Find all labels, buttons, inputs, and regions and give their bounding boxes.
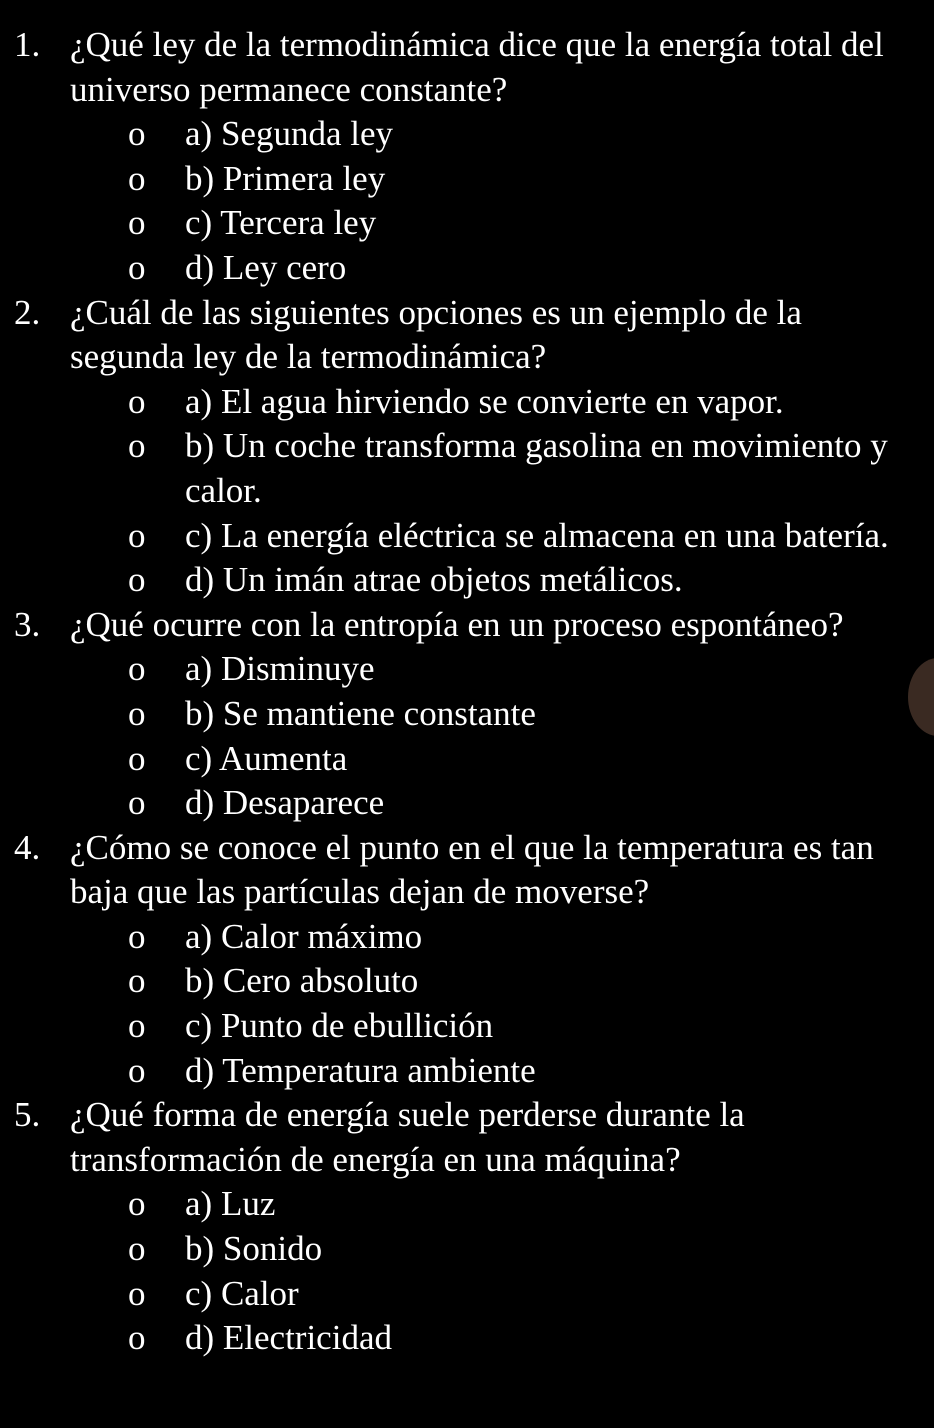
option-4d — [0, 1049, 925, 1094]
option-text: a) Calor máximo — [185, 916, 423, 956]
option-1a — [0, 112, 925, 157]
option-2a — [0, 380, 925, 425]
bullet-marker: o — [128, 1006, 146, 1046]
option-1b — [0, 157, 925, 202]
option-text: c) Punto de ebullición — [185, 1006, 494, 1046]
options-list — [0, 112, 934, 290]
option-text: a) Segunda ley — [185, 114, 393, 154]
option-text: c) La energía eléctrica se almacena en una batería. — [185, 515, 889, 555]
bullet-marker: o — [128, 961, 146, 1001]
options-list — [0, 1182, 934, 1360]
option-text: a) El agua hirviendo se convierte en vapor. — [185, 381, 784, 421]
option-text: c) Tercera ley — [185, 203, 377, 243]
option-3a — [0, 647, 925, 692]
bullet-marker: o — [128, 649, 146, 689]
question-text: ¿Qué forma de energía suele perderse durante la transformación de energía en una máquina? — [70, 1095, 745, 1179]
bullet-marker: o — [128, 158, 146, 198]
option-text: b) Un coche transforma gasolina en movimiento y calor. — [185, 426, 888, 510]
question-number: 3. — [14, 604, 41, 644]
question-1 — [0, 23, 920, 112]
option-1d — [0, 246, 925, 291]
bullet-marker: o — [128, 738, 146, 778]
option-5b — [0, 1227, 925, 1272]
option-2b — [0, 424, 925, 513]
question-text: ¿Qué ley de la termodinámica dice que la energía total del universo permanece constante? — [70, 25, 884, 109]
option-text: c) Calor — [185, 1273, 299, 1313]
bullet-marker: o — [128, 247, 146, 287]
option-3c — [0, 737, 925, 782]
option-text: a) Luz — [185, 1184, 276, 1224]
option-text: b) Se mantiene constante — [185, 693, 536, 733]
question-text: ¿Qué ocurre con la entropía en un proceso espontáneo? — [70, 604, 844, 644]
option-text: a) Disminuye — [185, 649, 375, 689]
option-text: d) Electricidad — [185, 1318, 392, 1358]
options-list — [0, 647, 934, 825]
options-list — [0, 380, 934, 603]
option-text: d) Ley cero — [185, 247, 347, 287]
option-3b — [0, 692, 925, 737]
question-text: ¿Cuál de las siguientes opciones es un ejemplo de la segunda ley de la termodinámica? — [70, 292, 802, 377]
question-text: ¿Cómo se conoce el punto en el que la temperatura es tan baja que las partículas dejan de moverse? — [70, 827, 874, 912]
question-block-4 — [0, 826, 934, 1094]
question-5 — [0, 1093, 920, 1182]
option-2c — [0, 514, 925, 559]
option-5c — [0, 1272, 925, 1317]
bullet-marker: o — [128, 114, 146, 154]
question-4 — [0, 826, 920, 915]
bullet-marker: o — [128, 916, 146, 956]
option-text: c) Aumenta — [185, 738, 348, 778]
question-number: 4. — [14, 827, 41, 867]
options-list — [0, 915, 934, 1093]
question-2 — [0, 291, 920, 380]
bullet-marker: o — [128, 203, 146, 243]
bullet-marker: o — [128, 560, 146, 600]
question-number: 1. — [14, 25, 41, 64]
bullet-marker: o — [128, 1184, 146, 1224]
option-text: d) Un imán atrae objetos metálicos. — [185, 560, 683, 600]
bullet-marker: o — [128, 1318, 146, 1358]
bullet-marker: o — [128, 1229, 146, 1269]
option-5a — [0, 1182, 925, 1227]
option-4b — [0, 959, 925, 1004]
question-block-2 — [0, 291, 934, 603]
option-1c — [0, 201, 925, 246]
bullet-marker: o — [128, 381, 146, 421]
bullet-marker: o — [128, 426, 146, 466]
quiz-list — [0, 23, 934, 1361]
bullet-marker: o — [128, 1050, 146, 1090]
option-text: b) Primera ley — [185, 158, 386, 198]
option-text: b) Sonido — [185, 1229, 323, 1269]
bullet-marker: o — [128, 783, 146, 823]
option-text: d) Temperatura ambiente — [185, 1050, 536, 1090]
bullet-marker: o — [128, 1273, 146, 1313]
question-number: 2. — [14, 292, 41, 332]
question-block-5 — [0, 1093, 934, 1361]
question-number: 5. — [14, 1095, 41, 1135]
bullet-marker: o — [128, 693, 146, 733]
option-4c — [0, 1004, 925, 1049]
option-text: b) Cero absoluto — [185, 961, 419, 1001]
option-4a — [0, 915, 925, 960]
option-text: d) Desaparece — [185, 783, 385, 823]
question-3 — [0, 603, 920, 648]
option-2d — [0, 558, 925, 603]
bullet-marker: o — [128, 515, 146, 555]
question-block-3 — [0, 603, 934, 826]
option-5d — [0, 1316, 925, 1361]
question-block-1 — [0, 23, 934, 291]
option-3d — [0, 781, 925, 826]
